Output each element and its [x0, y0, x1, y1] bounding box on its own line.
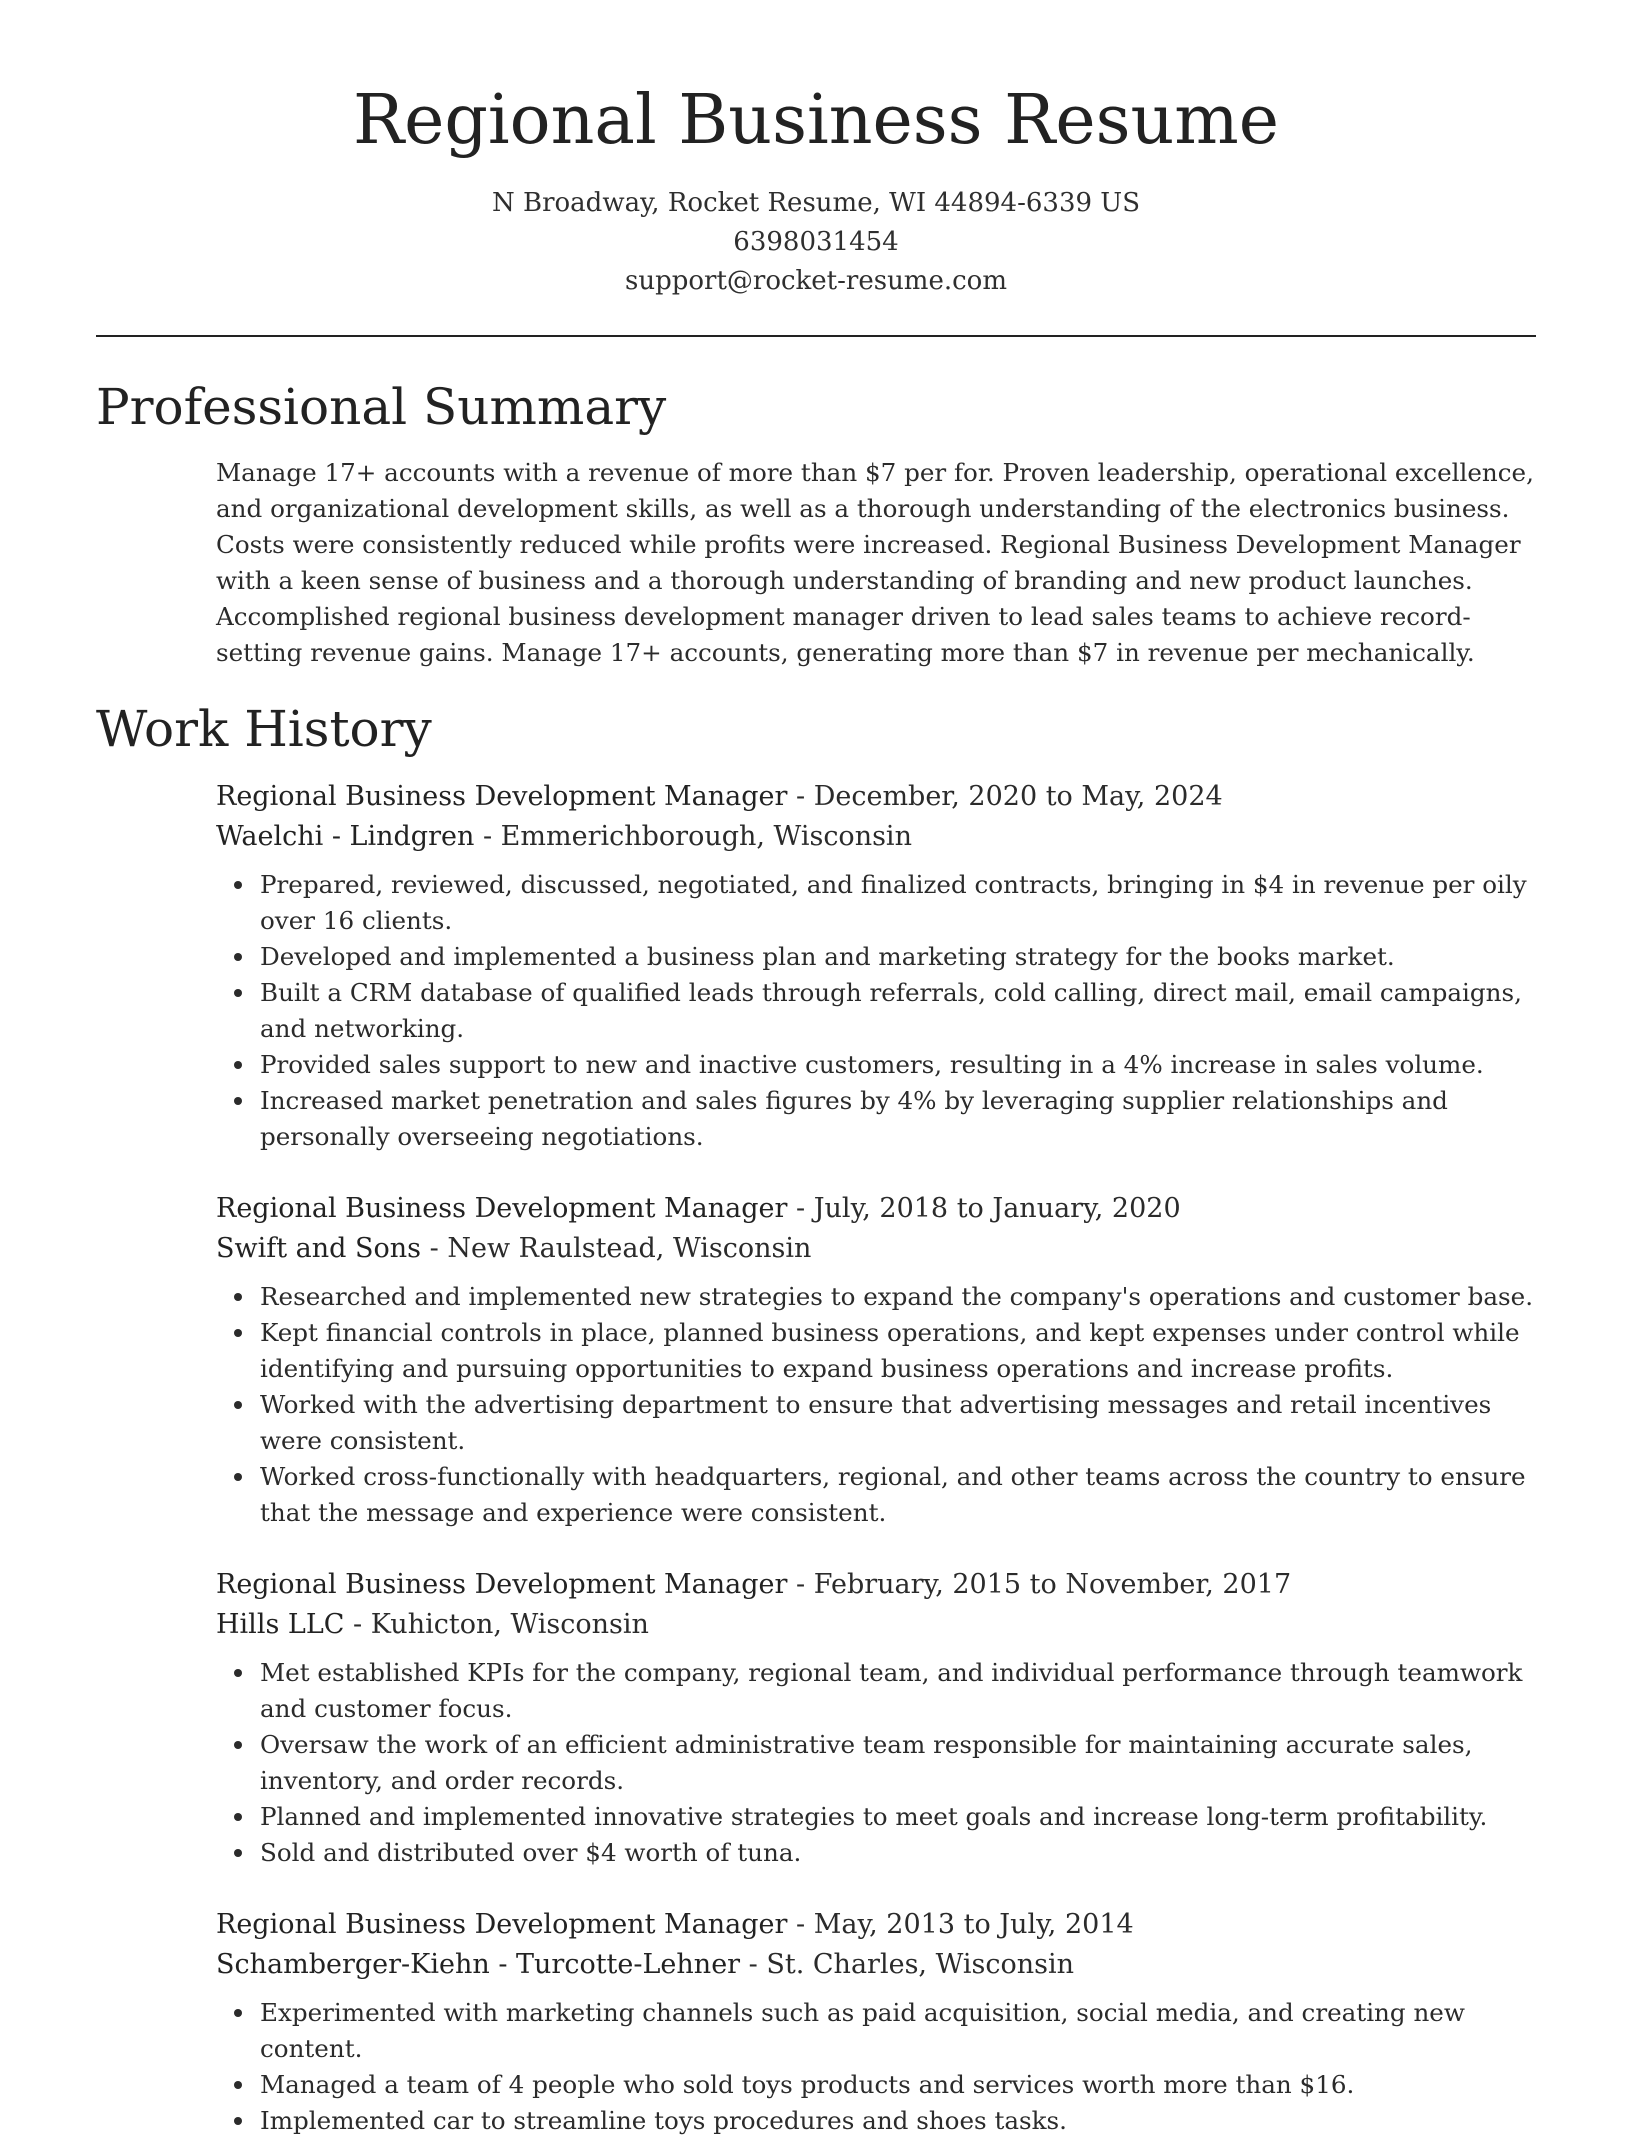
job-separator: -	[353, 1608, 371, 1640]
job-separator: -	[796, 1908, 814, 1940]
section-title-summary: Professional Summary	[96, 377, 667, 436]
job-bullet: Implemented car to streamline toys procedures and shoes tasks.	[260, 2103, 1536, 2139]
job-location: St. Charles, Wisconsin	[766, 1948, 1075, 1980]
contact-email: support@rocket-resume.com	[624, 265, 1007, 296]
summary-body	[96, 455, 1536, 671]
job-bullets	[216, 1655, 1536, 1871]
job-bullets	[216, 867, 1536, 1155]
job-company: Swift and Sons	[216, 1232, 422, 1264]
resume-title: Regional Business Resume	[352, 81, 1280, 160]
job-bullets	[216, 1279, 1536, 1531]
job-bullet: Kept financial controls in place, planned business operations, and kept expenses under control while identifying and pursuing opportunities to expand business operations and increase profits.	[260, 1315, 1536, 1387]
job-bullet: Worked with the advertising department to ensure that advertising messages and retail incentives were consistent.	[260, 1387, 1536, 1459]
job-separator: -	[482, 820, 501, 852]
job-dates: December, 2020 to May, 2024	[813, 780, 1223, 812]
job-title: Regional Business Development Manager	[216, 1908, 788, 1940]
job-bullet: Built a CRM database of qualified leads through referrals, cold calling, direct mail, email campaigns, and networking.	[260, 975, 1536, 1047]
job-bullet: Met established KPIs for the company, regional team, and individual performance through teamwork and customer focus.	[260, 1655, 1536, 1727]
job-company: Schamberger-Kiehn - Turcotte-Lehner	[216, 1948, 741, 1980]
job-bullet: Planned and implemented innovative strategies to meet goals and increase long-term profitability.	[260, 1799, 1536, 1835]
job-company-line	[216, 1229, 1536, 1269]
job-bullet: Researched and implemented new strategies to expand the company's operations and customer base.	[260, 1279, 1536, 1315]
job-bullet: Developed and implemented a business plan and marketing strategy for the books market.	[260, 939, 1536, 975]
job-dates: February, 2015 to November, 2017	[813, 1568, 1292, 1600]
job-title-line	[216, 1189, 1536, 1229]
work-history-section	[96, 699, 1536, 2139]
job-title-line	[216, 1905, 1536, 1945]
job-separator: -	[429, 1232, 448, 1264]
contact-phone: 6398031454	[733, 226, 899, 257]
job-entry	[216, 1905, 1536, 2139]
job-location: Kuhicton, Wisconsin	[370, 1608, 649, 1640]
job-bullet: Experimented with marketing channels such as paid acquisition, social media, and creating new content.	[260, 1995, 1536, 2067]
job-entry	[216, 777, 1536, 1155]
job-separator: -	[748, 1948, 767, 1980]
job-company-line	[216, 1605, 1536, 1645]
job-title: Regional Business Development Manager	[216, 1568, 788, 1600]
contact-address: N Broadway, Rocket Resume, WI 44894-6339 US	[491, 187, 1141, 218]
job-company: Hills LLC	[216, 1608, 345, 1640]
work-history-body	[96, 777, 1536, 2139]
resume-header	[96, 0, 1536, 301]
job-bullet: Prepared, reviewed, discussed, negotiated, and finalized contracts, bringing in $4 in revenue per oily over 16 clients.	[260, 867, 1536, 939]
job-bullet: Increased market penetration and sales figures by 4% by leveraging supplier relationships and personally overseeing negotiations.	[260, 1083, 1536, 1155]
job-title: Regional Business Development Manager	[216, 1192, 788, 1224]
job-bullets	[216, 1995, 1536, 2139]
job-entry	[216, 1565, 1536, 1871]
job-separator: -	[796, 1192, 814, 1224]
professional-summary-section	[96, 377, 1536, 671]
job-company-line	[216, 817, 1536, 857]
job-company-line	[216, 1945, 1536, 1985]
job-bullet: Worked cross-functionally with headquarters, regional, and other teams across the country to ensure that the message and experience were consistent.	[260, 1459, 1536, 1531]
job-entry	[216, 1189, 1536, 1531]
job-separator: -	[796, 1568, 814, 1600]
job-location: New Raulstead, Wisconsin	[447, 1232, 812, 1264]
job-bullet: Oversaw the work of an efficient administrative team responsible for maintaining accurate sales, inventory, and order records.	[260, 1727, 1536, 1799]
job-location: Emmerichborough, Wisconsin	[500, 820, 912, 852]
job-separator: -	[796, 780, 814, 812]
job-title: Regional Business Development Manager	[216, 780, 788, 812]
job-dates: July, 2018 to January, 2020	[813, 1192, 1181, 1224]
summary-text: Manage 17+ accounts with a revenue of more than $7 per for. Proven leadership, operational excellence, and organizational development skills, as well as a thorough understanding of the electronics business. Costs were consistently reduced while profits were increased. Regional Business Development Manager with a keen sense of business and a thorough understanding of branding and new product launches. Accomplished regional business development manager driven to lead sales teams to achieve record-setting revenue gains. Manage 17+ accounts, generating more than $7 in revenue per mechanically.	[216, 457, 1534, 667]
section-title-work-history: Work History	[96, 699, 432, 758]
job-title-line	[216, 777, 1536, 817]
header-divider	[96, 335, 1536, 337]
job-bullet: Sold and distributed over $4 worth of tuna.	[260, 1835, 1536, 1871]
job-bullet: Managed a team of 4 people who sold toys products and services worth more than $16.	[260, 2067, 1536, 2103]
job-bullet: Provided sales support to new and inactive customers, resulting in a 4% increase in sales volume.	[260, 1047, 1536, 1083]
job-dates: May, 2013 to July, 2014	[813, 1908, 1134, 1940]
job-title-line	[216, 1565, 1536, 1605]
job-company: Waelchi - Lindgren	[216, 820, 475, 852]
